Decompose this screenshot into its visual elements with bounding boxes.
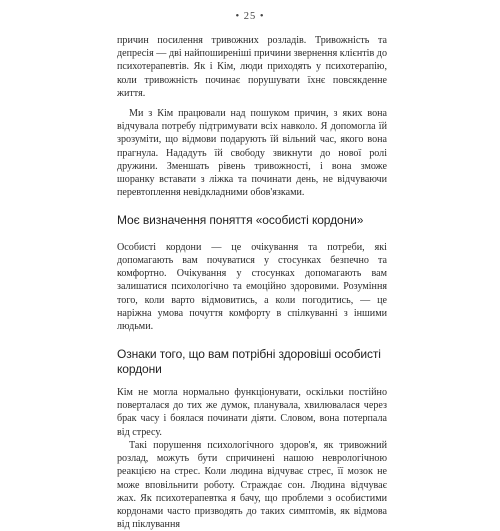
section-heading-boundaries-definition: Моє визначення поняття «особисті кордони»: [117, 213, 364, 228]
section2-paragraph-1: Кім не могла нормально функціонувати, оскільки постійно поверталася до тих же думок, планувала, хвилювалася через брак часу і боялася починати діяти. Словом, вона потерпала від стресу.: [117, 387, 387, 438]
page-number: • 25 •: [235, 11, 265, 22]
section2-paragraph-2: Такі порушення психологічного здоров'я, як тривожний розлад, можуть бути спричинені нашою неврологічною реакцією на стрес. Коли людина відчуває стрес, її мозок не може вповільнити роботу. Страждає сон. Людина відчуває жах. Як психотерапевтка я бачу, що проблеми з особистими кордонами часто призводять до таких симптомів, як відмова від піклування: [117, 439, 387, 531]
page-body: [117, 34, 387, 531]
section-heading-signs: Ознаки того, що вам потрібні здоровіші особисті кордони: [117, 347, 381, 376]
intro-paragraph-1: причин посилення тривожних розладів. Тривожність та депресія — дві найпоширеніші причини звернення клієнтів до психотерапевтів. Як і Кім, люди приходять у психотерапію, коли тривожність починає порушувати їхнє повсякденне життя.: [117, 35, 387, 99]
intro-paragraph-2: Ми з Кім працювали над пошуком причин, з яких вона відчувала потребу підтримувати всіх навколо. Я допомогла їй зрозуміти, що відмови подарують їй вільний час, якого вона прагнула. Нададуть їй свободу звикнути до нової ролі дружини. Зменшать рівень тривожності, і вона зможе шоранку вставати з ліжка та починати день, не відчуваючи перевтоплення невідкладними обов'язками.: [117, 108, 387, 199]
section1-paragraph-1: Особисті кордони — це очікування та потреби, які допомагають вам почуватися у стосунках безпечно та комфортно. Очікування у стосунках допомагають вам залишатися психологічно та емоційно здоровими. Розуміння того, коли варто відмовитись, а коли погодитись, — це наріжна умова почуття комфорту в спілкуванні з іншими людьми.: [117, 241, 387, 333]
